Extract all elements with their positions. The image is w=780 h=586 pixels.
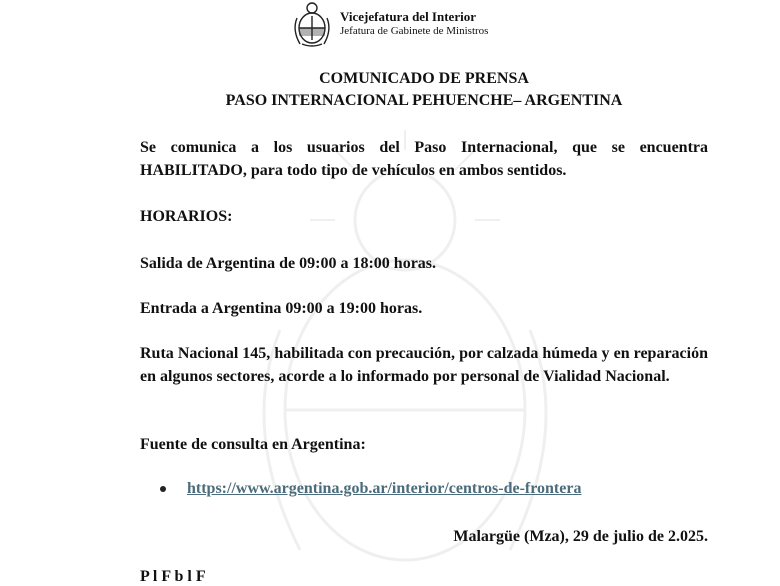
salida-hours: Salida de Argentina de 09:00 a 18:00 horas. xyxy=(140,255,437,272)
entrada-hours: Entrada a Argentina 09:00 a 19:00 horas. xyxy=(140,300,423,317)
signature-partial: P l F b l F xyxy=(140,568,206,585)
letterhead xyxy=(290,0,488,48)
title-line-2: PASO INTERNACIONAL PEHUENCHE– ARGENTINA xyxy=(225,92,623,109)
ruta-status-paragraph: Ruta Nacional 145, habilitada con precaución, por calzada húmeda y en reparación en algunos sectores, acorde a lo informado por personal de Vialidad Nacional. xyxy=(140,345,708,385)
header-organization: Vicejefatura del Interior xyxy=(340,9,476,25)
frontera-link[interactable]: https://www.argentina.gob.ar/interior/centros-de-frontera xyxy=(187,480,582,497)
bullet-icon xyxy=(160,486,166,492)
intro-paragraph: Se comunica a los usuarios del Paso Internacional, que se encuentra HABILITADO, para todo tipo de vehículos en ambos sentidos. xyxy=(140,139,708,179)
link-list-item xyxy=(160,480,581,498)
title-line-1: COMUNICADO DE PRENSA xyxy=(319,70,529,87)
dateline: Malargüe (Mza), 29 de julio de 2.025. xyxy=(453,528,708,545)
fuente-heading: Fuente de consulta en Argentina: xyxy=(140,436,366,453)
document-title xyxy=(140,68,708,112)
header-department: Jefatura de Gabinete de Ministros xyxy=(340,25,489,38)
coat-of-arms-icon xyxy=(290,0,334,48)
horarios-heading: HORARIOS: xyxy=(140,208,233,225)
